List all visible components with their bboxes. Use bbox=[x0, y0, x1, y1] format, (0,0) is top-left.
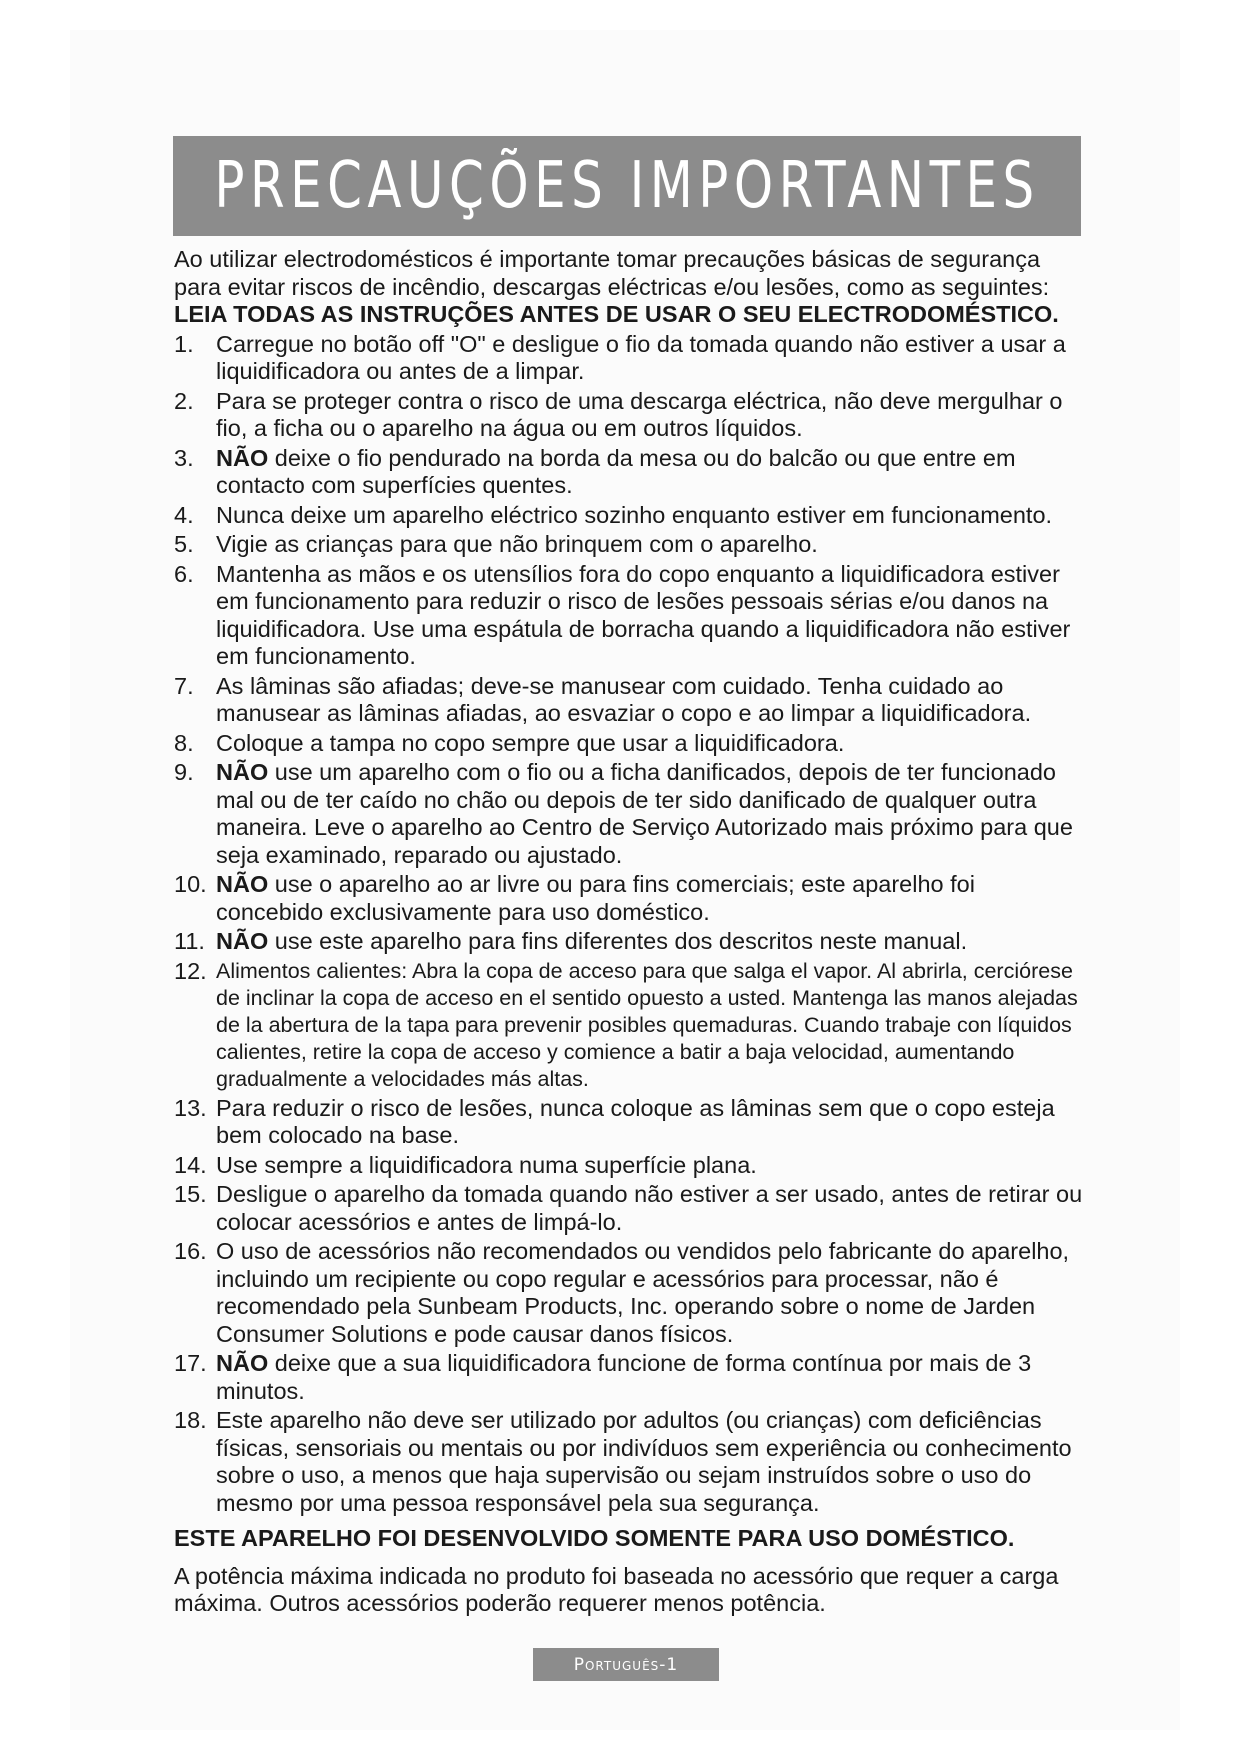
list-item: 8. Coloque a tampa no copo sempre que usar a liquidificadora. bbox=[174, 729, 845, 756]
list-item: 3. NÃO deixe o fio pendurado na borda da mesa ou do balcão ou que entre em contacto com superfícies quentes. bbox=[174, 444, 1016, 498]
list-item: 5. Vigie as crianças para que não brinquem com o aparelho. bbox=[174, 531, 818, 557]
list-item: 1. Carregue no botão off "O" e desligue o fio da tomada quando não estiver a usar a liquidificadora ou antes de a limpar. bbox=[174, 330, 1066, 384]
list-item: 11. NÃO use este aparelho para fins diferentes dos descritos neste manual. bbox=[174, 928, 968, 954]
precautions-list bbox=[174, 331, 1084, 1518]
list-item: 13. Para reduzir o risco de lesões, nunca coloque as lâminas sem que o copo esteja bem colocado na base. bbox=[174, 1094, 1055, 1148]
page-number-label: Português-1 bbox=[573, 1654, 679, 1675]
domestic-use-heading: ESTE APARELHO FOI DESENVOLVIDO SOMENTE PARA USO DOMÉSTICO. bbox=[174, 1525, 1015, 1551]
list-item: 7. As lâminas são afiadas; deve-se manusear com cuidado. Tenha cuidado ao manusear as lâminas afiadas, ao esvaziar o copo e ao limpar a liquidificadora. bbox=[174, 672, 1032, 726]
power-note: A potência máxima indicada no produto foi baseada no acessório que requer a carga máxima. Outros acessórios poderão requerer menos potência. bbox=[174, 1562, 1059, 1616]
list-item: 17. NÃO deixe que a sua liquidificadora funcione de forma contínua por mais de 3 minutos. bbox=[174, 1350, 1032, 1404]
list-item: 4. Nunca deixe um aparelho eléctrico sozinho enquanto estiver em funcionamento. bbox=[174, 501, 1053, 528]
page-number-badge bbox=[533, 1648, 719, 1681]
list-item: 15. Desligue o aparelho da tomada quando não estiver a ser usado, antes de retirar ou colocar acessórios e antes de limpá-lo. bbox=[174, 1181, 1083, 1235]
content-body bbox=[174, 246, 1084, 1618]
list-item: 14. Use sempre a liquidificadora numa superfície plana. bbox=[174, 1151, 757, 1178]
list-item: 16. O uso de acessórios não recomendados ou vendidos pelo fabricante do aparelho, incluindo um recipiente ou copo regular e acessórios para processar, não é recomendado pela Sunbeam Products, Inc. operando sobre o nome de Jarden Consumer Solutions e pode causar danos físicos. bbox=[174, 1238, 1070, 1347]
list-item: 12. Alimentos calientes: Abra la copa de acceso para que salga el vapor. Al abrirla, cerciórese de inclinar la copa de acceso en el sentido opuesto a usted. Mantenga las manos alejadas de la abertura de la tapa para prevenir posibles quemaduras. Cuando trabaje con líquidos calientes, retire la copa de acceso y comience a batir a baja velocidad, aumentando gradualmente a velocidades más altas. bbox=[174, 957, 1078, 1091]
list-item: 9. NÃO use um aparelho com o fio ou a ficha danificados, depois de ter funcionado mal ou de ter caído no chão ou depois de ter sido danificado de qualquer outra maneira. Leve o aparelho ao Centro de Serviço Autorizado mais próximo para que seja examinado, reparado ou ajustado. bbox=[174, 759, 1073, 868]
list-item: 6. Mantenha as mãos e os utensílios fora do copo enquanto a liquidificadora estiver em funcionamento para reduzir o risco de lesões pessoais sérias e/ou danos na liquidificadora. Use uma espátula de borracha quando a liquidificadora não estiver em funcionamento. bbox=[174, 560, 1071, 669]
list-item: 2. Para se proteger contra o risco de uma descarga eléctrica, não deve mergulhar o fio, a ficha ou o aparelho na água ou em outros líquidos. bbox=[174, 387, 1063, 441]
list-item: 18. Este aparelho não deve ser utilizado por adultos (ou crianças) com deficiências físicas, sensoriais ou mentais ou por indivíduos sem experiência ou conhecimento sobre o uso, a menos que haja supervisão ou sejam instruídos sobre o uso do mesmo por uma pessoa responsável pela sua segurança. bbox=[174, 1407, 1072, 1516]
list-item: 10. NÃO use o aparelho ao ar livre ou para fins comerciais; este aparelho foi concebido exclusivamente para uso doméstico. bbox=[174, 871, 975, 925]
page-title: PRECAUÇÕES IMPORTANTES bbox=[214, 149, 1040, 223]
read-all-heading: LEIA TODAS AS INSTRUÇÕES ANTES DE USAR O SEU ELECTRODOMÉSTICO. bbox=[174, 301, 1059, 327]
title-banner bbox=[173, 136, 1081, 236]
intro-paragraph: Ao utilizar electrodomésticos é importante tomar precauções básicas de segurança para evitar riscos de incêndio, descargas eléctricas e/ou lesões, como as seguintes: bbox=[174, 246, 1050, 300]
